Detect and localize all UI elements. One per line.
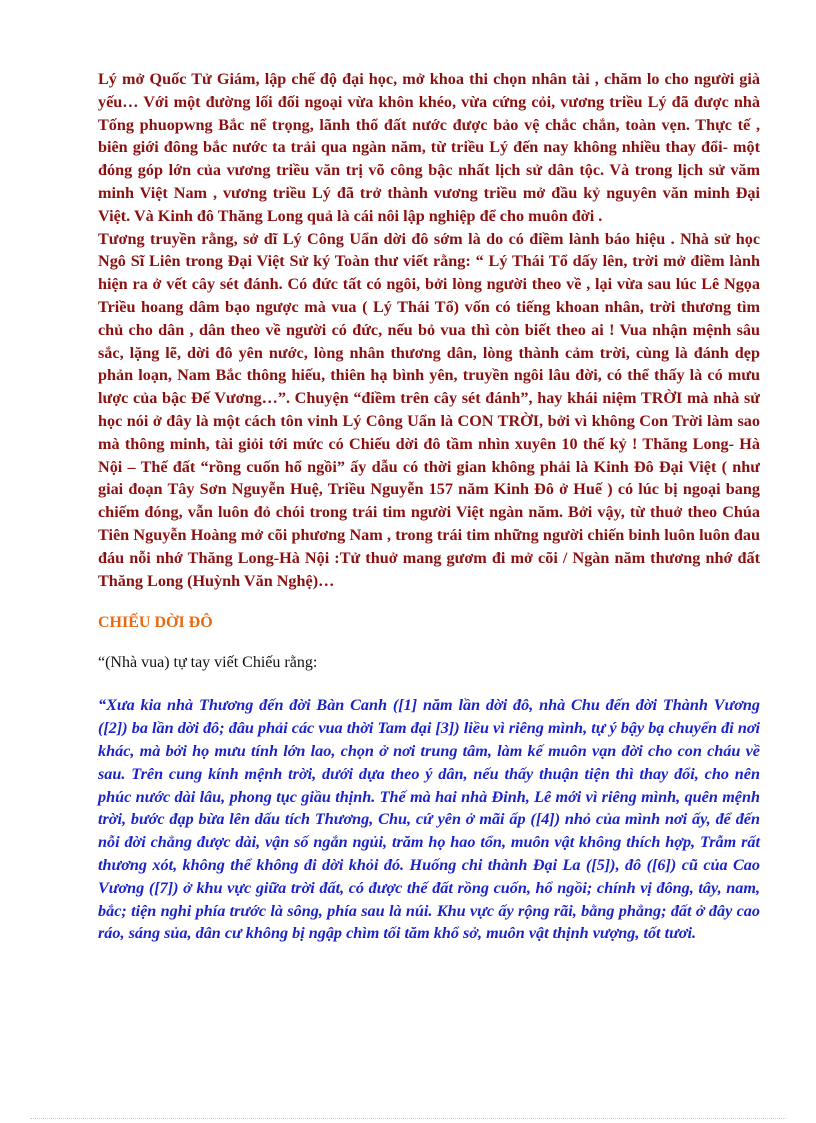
intro-line: “(Nhà vua) tự tay viết Chiếu rằng:: [98, 654, 318, 672]
section-heading: CHIẾU DỜI ĐÔ: [98, 614, 213, 632]
history-paragraph-2: Tương truyền rằng, sở dĩ Lý Công Uẩn dời đô sớm là do có điềm lành báo hiệu . Nhà sử học Ngô Sĩ Liên trong Đại Việt Sử ký Toàn thư viết rằng: “ Lý Thái Tổ dấy lên, trời mở điềm lành hiện ra ở vết cây sét đánh. Có đức tất có ngôi, bởi lòng người theo về , lại vừa sau lúc Lê Ngọa Triều hoang dâm bạo ngược mà vua ( Lý Thái Tổ) vốn có tiếng khoan nhân, trời thương tìm chủ cho dân , dân theo về người có đức, nếu bỏ vua thì còn biết theo ai ! Vua nhận mệnh sâu sắc, lặng lẽ, dời đô yên nước, lòng nhân thương dân, lòng thành cảm trời, cùng là đánh dẹp phản loạn, Nam Bắc thông hiếu, thiên hạ bình yên, truyền ngôi lâu đời, có thể thấy là có mưu lược của bậc Đế Vương…”. Chuyện “điềm trên cây sét đánh”, hay khái niệm TRỜI mà nhà sử học nói ở đây là một cách tôn vinh Lý Công Uẩn là CON TRỜI, bởi vì không Con Trời làm sao mà thông minh, tài giỏi tới mức có Chiếu dời đô tầm nhìn xuyên 10 thế kỷ ! Thăng Long- Hà Nội – Thế đất “rồng cuốn hổ ngồi” ấy dẫu có thời gian không phải là Kinh Đô Đại Việt ( như giai đoạn Tây Sơn Nguyễn Huệ, Triều Nguyễn 157 năm Kinh Đô ở Huế ) có lúc bị ngoại bang chiếm đóng, vẫn luôn đỏ chói trong trái tim người Việt ngàn năm. Bởi vậy, từ thuở theo Chúa Tiên Nguyễn Hoàng mở cõi phương Nam , trong trái tim những người chiến binh luôn luôn đau đáu nỗi nhớ Thăng Long-Hà Nội :Tử thuở mang gươm đi mở cõi / Ngàn năm thương nhớ đất Thăng Long (Huỳnh Văn Nghệ)…: [98, 229, 760, 590]
page-bottom-divider: [30, 1118, 786, 1119]
edict-quote-paragraph: “Xưa kia nhà Thương đến đời Bàn Canh ([1] năm lần dời đô, nhà Chu đến đời Thành Vương ([2]) ba lần dời đô; đâu phải các vua thời Tam đại [3]) liều vì riêng mình, tự ý bậy bạ chuyển đi nơi khác, mà bởi họ mưu tính lớn lao, chọn ở nơi trung tâm, làm kế muôn vạn đời cho con cháu về sau. Trên cung kính mệnh trời, dưới dựa theo ý dân, nếu thấy thuận tiện thì thay đổi, cho nên phúc nước dài lâu, phong tục giầu thịnh. Thế mà hai nhà Đinh, Lê mới vì riêng mình, quên mệnh trời, bước đạp bừa lên dấu tích Thương, Chu, cứ yên ở mãi ấp ([4]) nhỏ của mình nơi ấy, để đến nỗi đời chẳng được dài, vận số ngắn ngủi, trăm họ hao tổn, muôn vật không thích hợp, Trẫm rất thương xót, không thể không đi dời khỏi đó. Huống chi thành Đại La ([5]), đô ([6]) cũ của Cao Vương ([7]) ở khu vực giữa trời đất, có được thế đất rồng cuốn, hổ ngồi; chính vị đông, tây, nam, bắc; tiện nghi phía trước là sông, phía sau là núi. Khu vực ấy rộng rãi, bằng phẳng; đất ở đây cao ráo, sáng sủa, dân cư không bị ngập chìm tối tăm khổ sở, muôn vật thịnh vượng, tốt tươi.: [98, 696, 760, 943]
document-page: [98, 68, 760, 945]
history-paragraph-1: Lý mở Quốc Tử Giám, lập chế độ đại học, mở khoa thi chọn nhân tài , chăm lo cho người già yếu… Với một đường lối đối ngoại vừa khôn khéo, vừa cứng cỏi, vương triều Lý đã được nhà Tống phuopwng Bắc nể trọng, lãnh thổ đất nước được bảo vệ chắc chắn, toàn vẹn. Thực tế , biên giới đông bắc nước ta trải qua ngàn năm, từ triều Lý đến nay không nhiều thay đổi- một đóng góp lớn của vương triều văn trị võ công bậc nhất lịch sử dân tộc. Và trong lịch sử văm minh Việt Nam , vương triều Lý đã trở thành vương triều mở đầu kỷ nguyên văn minh Đại Việt. Và Kinh đô Thăng Long quả là cái nôi lập nghiệp để cho muôn đời .: [98, 70, 760, 225]
